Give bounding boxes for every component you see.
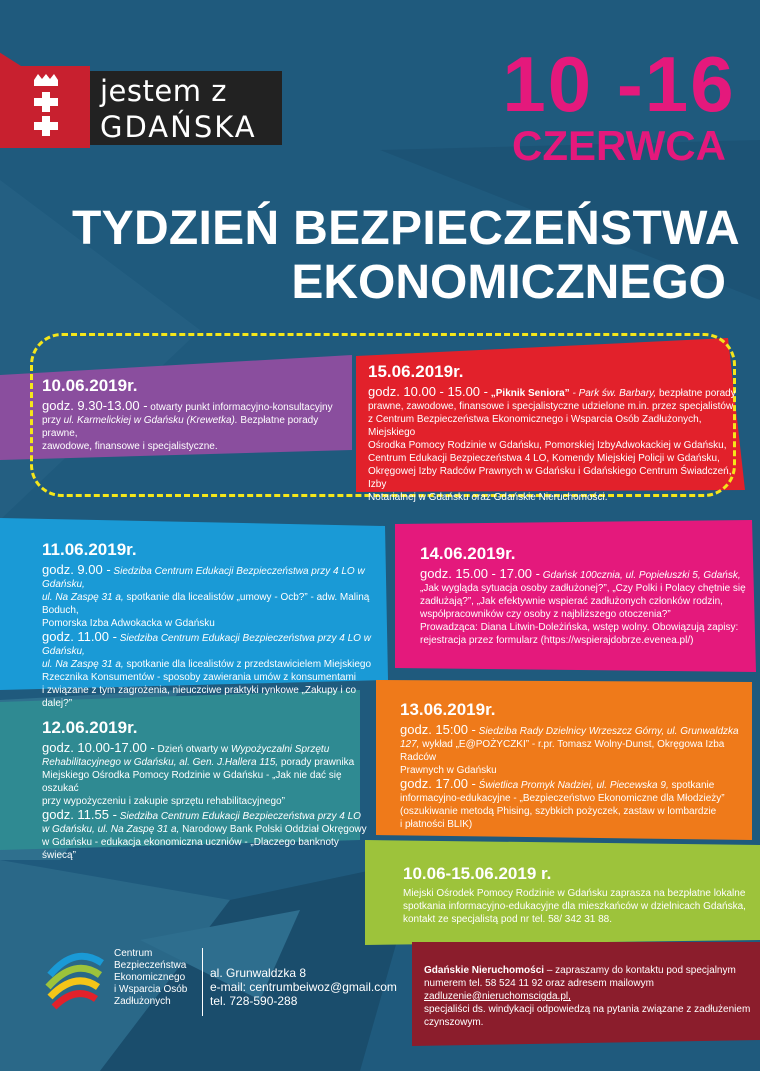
event-time: godz. 9.30-13.00 - xyxy=(42,398,148,413)
event-text: z Centrum Bezpieczeństwa Ekonomicznego i Wsparcia Osób Zadłużonych, Miejskiego xyxy=(368,414,702,438)
gn-text: numerem tel. 58 524 11 92 oraz adresem mailowym xyxy=(424,978,654,989)
event-date: 11.06.2019r. xyxy=(42,540,137,559)
event-place: w Gdańsku, ul. Na Zaspę 31 a, xyxy=(42,824,180,835)
event-10-06-15-06 xyxy=(403,864,753,926)
org-line: Zadłużonych xyxy=(114,996,171,1007)
event-place: Siedziba Centrum Edukacji Bezpieczeństwa przy 4 LO w Gdańsku, xyxy=(42,566,365,590)
event-text: i związane z tym zagrożenia, nieuczciwe praktyki rynkowe „Zakupy i co dalej?” xyxy=(42,685,357,709)
event-text: i płatności BLIK) xyxy=(400,819,473,830)
event-name: „Piknik Seniora” xyxy=(487,388,570,399)
event-time: godz. 15.00 - 17.00 - xyxy=(420,566,540,581)
event-place: ul. Na Zaspę 31 a, xyxy=(42,659,124,670)
event-place: ul. Na Zaspę 31 a, xyxy=(42,592,124,603)
event-text: spotkanie xyxy=(668,780,715,791)
event-text: Ośrodka Pomocy Rodzinie w Gdańsku, Pomorskiej IzbyAdwokackiej w Gdańsku, xyxy=(368,440,727,451)
event-time: godz. 10.00-17.00 - xyxy=(42,740,155,755)
month-label: CZERWCA xyxy=(512,122,726,169)
org-line: Ekonomicznego xyxy=(114,972,186,983)
event-place: Świetlica Promyk Nadziei, ul. Piecewska 9, xyxy=(475,780,669,791)
event-text: wykład „E@POŻYCZKI” - r.pr. Tomasz Wolny-Dunst, Okręgowa Izba Radców xyxy=(400,739,725,763)
event-12-06 xyxy=(42,718,367,862)
event-date: 10.06.2019r. xyxy=(42,376,138,395)
event-place: Siedziba Centrum Edukacji Bezpieczeństwa przy 4 LO w Gdańsku, xyxy=(42,633,371,657)
event-time: godz. 15:00 - xyxy=(400,722,476,737)
event-time: godz. 10.00 - 15.00 - xyxy=(368,384,488,399)
event-text: przy xyxy=(42,415,64,426)
event-text: Pomorska Izba Adwokacka w Gdańsku xyxy=(42,618,215,629)
event-text: Notarialnej w Gdańsku oraz Gdańskie Nieruchomości. xyxy=(368,492,608,503)
event-place: Rehabilitacyjnego w Gdańsku, al. Gen. J.Hallera 115, xyxy=(42,757,279,768)
gn-name: Gdańskie Nieruchomości xyxy=(424,965,545,976)
logo-text-line2: GDAŃSKA xyxy=(100,110,257,144)
event-13-06 xyxy=(400,700,745,831)
date-range: 10 -16 xyxy=(502,40,736,128)
logo-text-line1: jestem z xyxy=(100,74,227,108)
contact-email[interactable]: e-mail: centrumbeiwoz@gmail.com xyxy=(210,980,397,994)
organization-contact xyxy=(210,966,397,1008)
event-text: bezpłatne porady xyxy=(656,388,736,399)
contact-address: al. Grunwaldzka 8 xyxy=(210,966,307,980)
event-text: Prawnych w Gdańsku xyxy=(400,765,497,776)
event-text: Centrum Edukacji Bezpieczeństwa 4 LO, Komendy Miejskiej Policji w Gdańsku, xyxy=(368,453,720,464)
event-11-06 xyxy=(42,540,387,710)
event-date: 15.06.2019r. xyxy=(368,362,464,381)
event-14-06 xyxy=(420,544,750,647)
event-text: Prowadząca: Diana Litwin-Doleżińska, wstęp wolny. Obowiązują zapisy: xyxy=(420,622,739,633)
event-15-06 xyxy=(368,362,738,504)
event-place: ul. Karmelickiej w Gdańsku (Krewetka). xyxy=(63,415,238,426)
org-line: Bezpieczeństwa xyxy=(114,960,187,971)
event-text: Miejski Ośrodek Pomocy Rodzinie w Gdańsku zaprasza na bezpłatne lokalne xyxy=(403,888,746,899)
gdanskie-nieruchomosci-info xyxy=(424,964,754,1029)
event-date: 13.06.2019r. xyxy=(400,700,496,719)
contact-phone: tel. 728-590-288 xyxy=(210,994,298,1008)
footer-divider xyxy=(202,948,203,1016)
event-text: kontakt ze specjalistą pod nr tel. 58/ 342 31 88. xyxy=(403,914,613,925)
event-text: Dzień otwarty w xyxy=(154,744,231,755)
event-time: godz. 17.00 - xyxy=(400,776,476,791)
event-text: (oszukiwanie metodą Phising, szybkich pożyczek, zastaw w lombardzie xyxy=(400,806,717,817)
gn-text: czynszowym. xyxy=(424,1017,484,1028)
event-time: godz. 9.00 - xyxy=(42,562,111,577)
event-text: przy wypożyczeniu i zakupie sprzętu rehabilitacyjnego” xyxy=(42,796,285,807)
event-text: spotkania informacyjno-edukacyjne dla mieszkańców w dzielnicach Gdańska, xyxy=(403,901,746,912)
event-place: Wypożyczalni Sprzętu xyxy=(230,744,330,755)
organization-name xyxy=(114,948,187,1008)
event-place: Gdańsk 100cznia, ul. Popiełuszki 5, Gdańsk, xyxy=(539,570,741,581)
event-place: 127, xyxy=(400,739,420,750)
event-text: „Jak wygląda sytuacja osoby zadłużonej?”, „Czy Polki i Polacy chętnie się xyxy=(420,583,746,594)
event-text: współpracowników czy osoby z najbliższego otoczenia?” xyxy=(420,609,671,620)
gn-email-link[interactable]: zadluzenie@nieruchomscigda.pl, xyxy=(424,991,571,1002)
event-time: godz. 11.00 - xyxy=(42,629,117,644)
event-text: zadłużają?”, „Jak efektywnie wspierać zadłużonych członków rodzin, xyxy=(420,596,723,607)
event-10-06 xyxy=(42,376,347,453)
event-text: informacyjno-edukacyjne - „Bezpieczeństwo Ekonomiczne dla Młodzieży” xyxy=(400,793,725,804)
event-text: Rzecznika Konsumentów - sposoby zawierania umów z konsumentami xyxy=(42,672,357,683)
event-text: zawodowe, finansowe i specjalistyczne. xyxy=(42,441,218,452)
event-place: - Park św. Barbary, xyxy=(569,388,657,399)
organization-logo-icon xyxy=(40,935,110,1015)
event-text: Miejskiego Ośrodka Pomocy Rodzinie w Gdańsku - „Jak nie dać się oszukać xyxy=(42,770,342,794)
event-date: 12.06.2019r. xyxy=(42,718,138,737)
event-place: Siedziba Rady Dzielnicy Wrzeszcz Górny, ul. Grunwaldzka xyxy=(475,726,739,737)
event-text: spotkanie dla licealistów z przedstawicielem Miejskiego xyxy=(123,659,372,670)
org-line: i Wsparcia Osób xyxy=(114,984,188,995)
event-text: porady prawnika xyxy=(278,757,355,768)
org-line: Centrum xyxy=(114,948,153,959)
event-text: Bezpłatne porady prawne, xyxy=(42,415,319,439)
event-text: prawne, zawodowe, finansowe i specjalistyczne udzielone m.in. przez specjalistów xyxy=(368,401,734,412)
event-date: 14.06.2019r. xyxy=(420,544,516,563)
event-text: w Gdańsku - edukacja ekonomiczna uczniów - „Dlaczego banknoty świecą” xyxy=(42,837,339,861)
title-line2: EKONOMICZNEGO xyxy=(291,256,726,309)
event-time: godz. 11.55 - xyxy=(42,807,117,822)
event-text: otwarty punkt informacyjno-konsultacyjny xyxy=(147,402,333,413)
gn-text: – zapraszamy do kontaktu pod specjalnym xyxy=(544,965,736,976)
title-line1: TYDZIEŃ BEZPIECZEŃSTWA xyxy=(72,202,740,255)
event-text: Okręgowej Izby Radców Prawnych w Gdańsku i Gdańskiego Centrum Świadczeń, Izby xyxy=(368,466,732,490)
gn-text: specjaliści ds. windykacji odpowiedzą na pytania związane z zadłużeniem xyxy=(424,1004,751,1015)
event-place: Siedziba Centrum Edukacji Bezpieczeństwa przy 4 LO xyxy=(116,811,361,822)
event-text: spotkanie dla licealistów „umowy - Ocb?” - adw. Maliną Boduch, xyxy=(42,592,370,616)
event-date: 10.06-15.06.2019 r. xyxy=(403,864,552,883)
event-text: rejestracja przez formularz (https://wspierajdobrze.evenea.pl/) xyxy=(420,635,694,646)
event-text: Narodowy Bank Polski Oddział Okręgowy xyxy=(179,824,367,835)
